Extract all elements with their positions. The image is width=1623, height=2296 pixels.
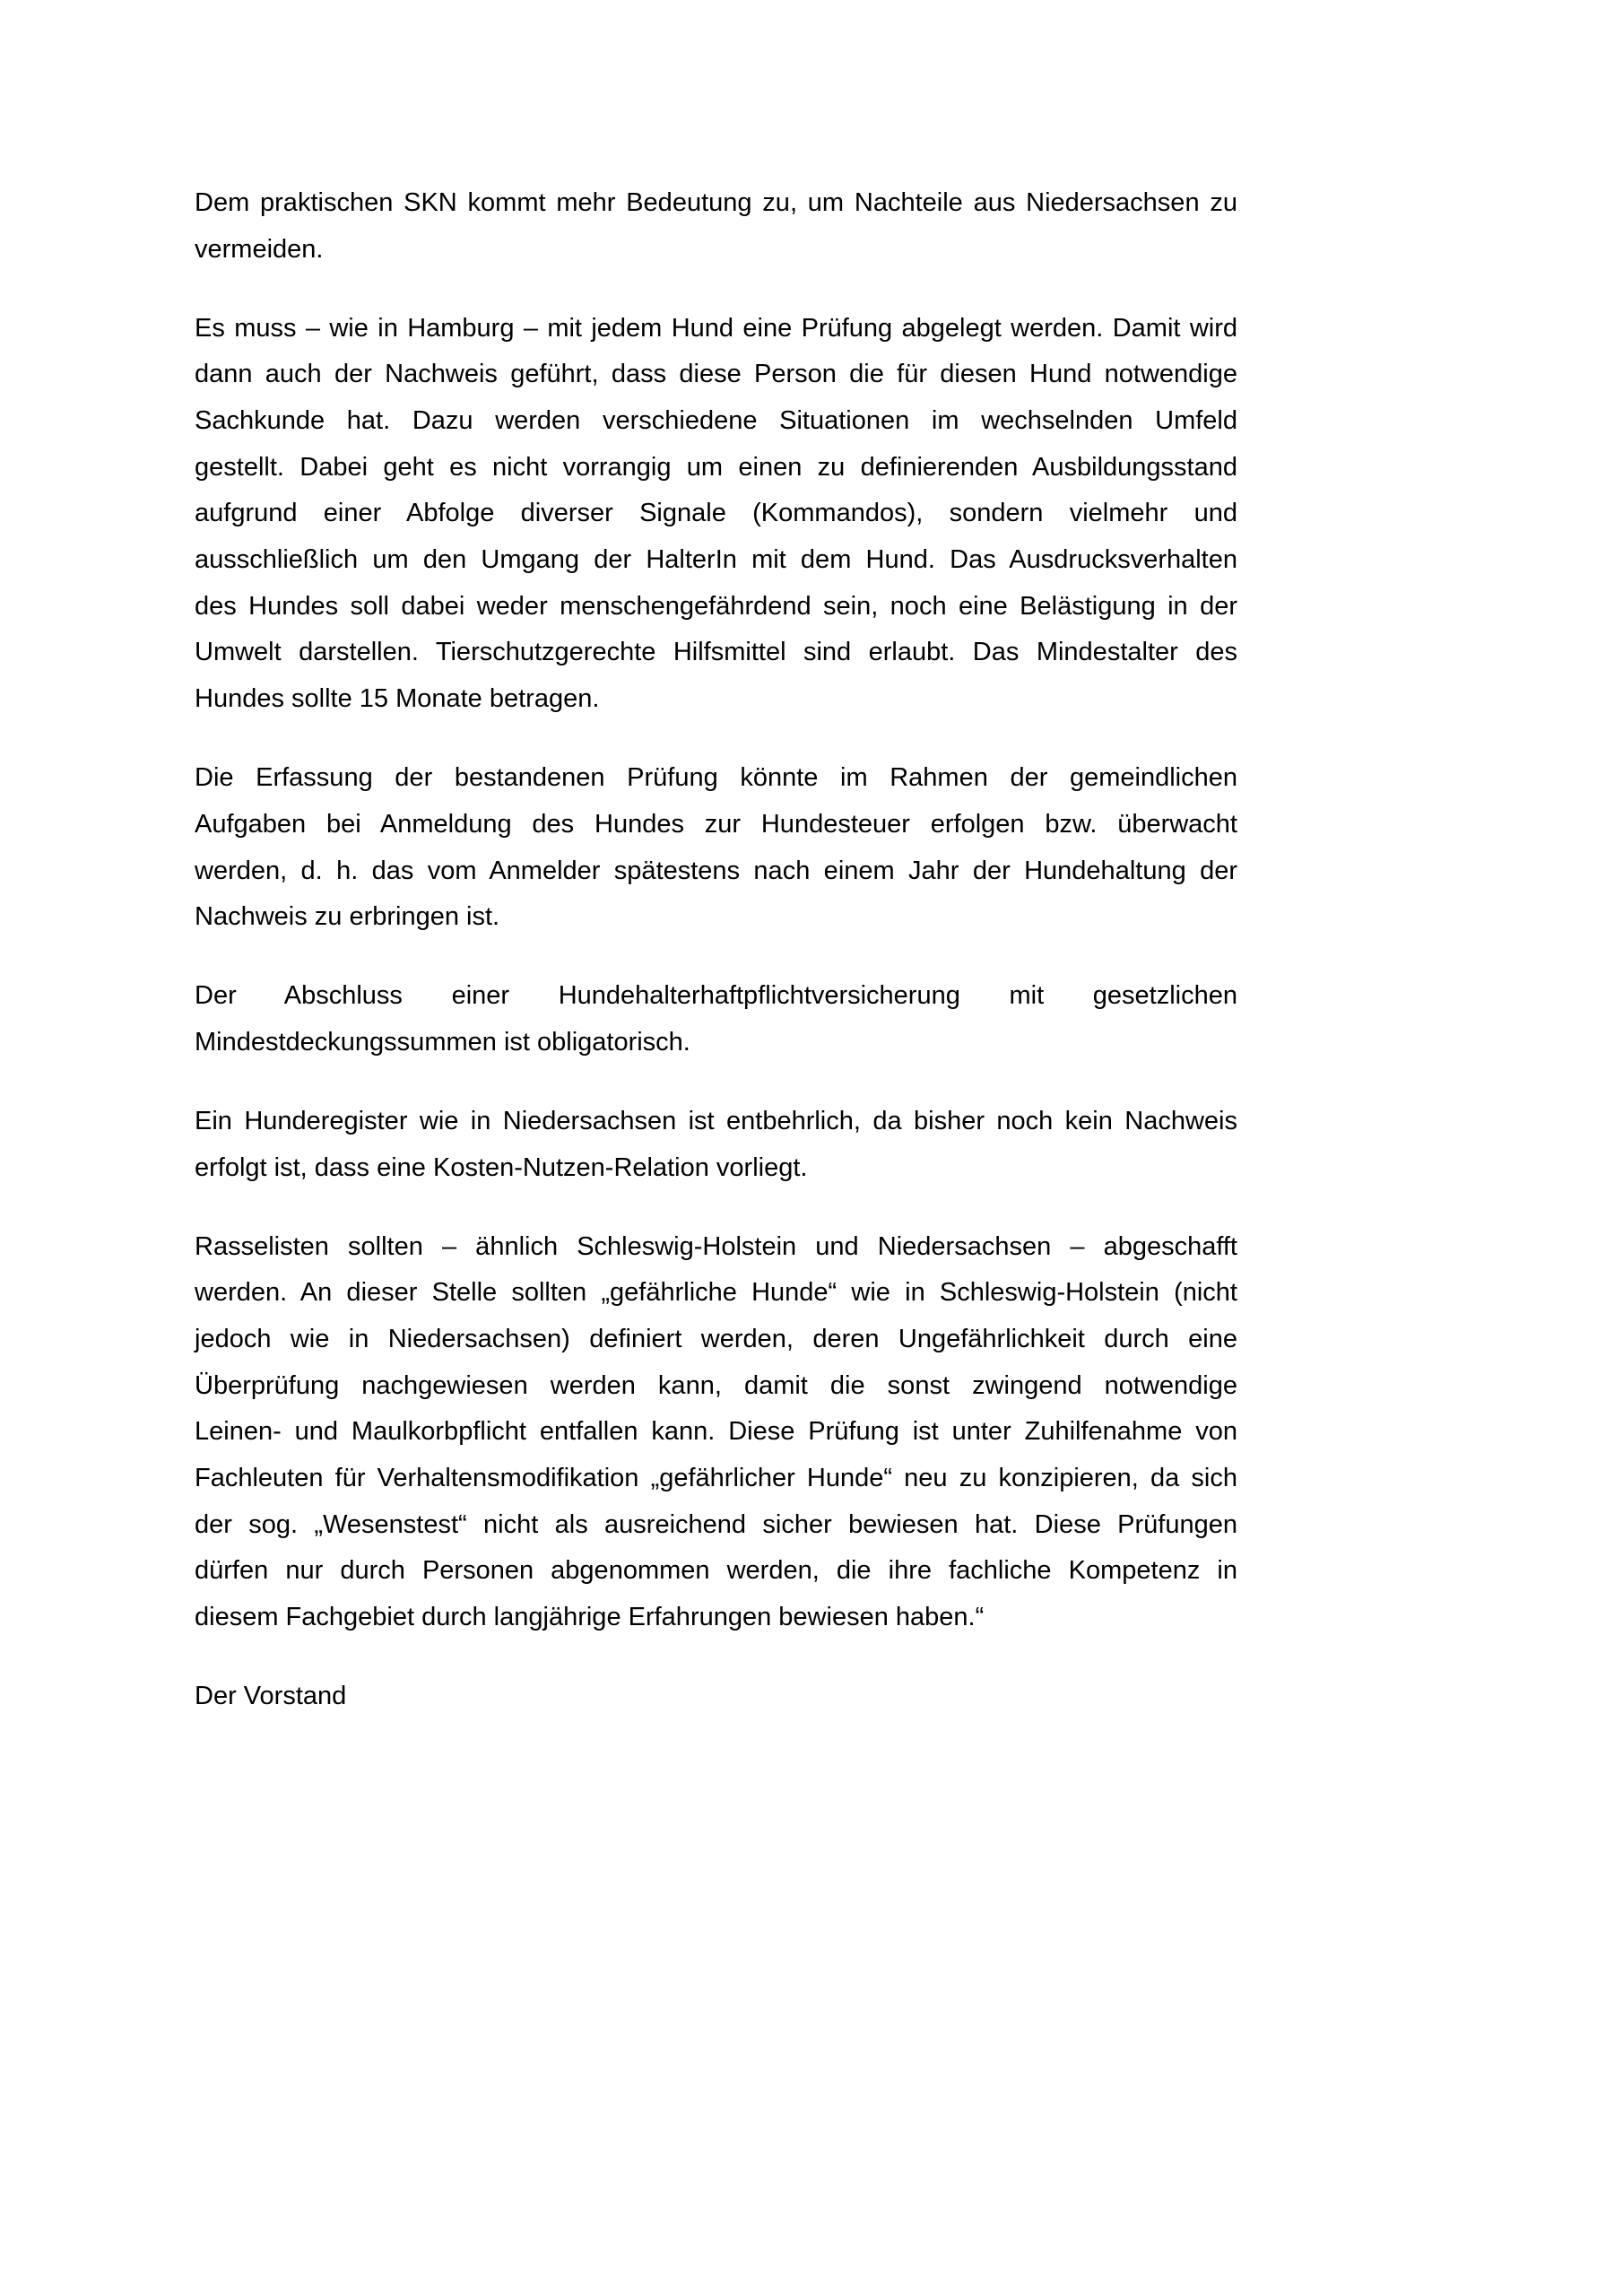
text-line: jedoch wie in Niedersachsen) definiert werden, deren Ungefährlichkeit durch eine — [195, 1324, 1237, 1353]
paragraph-exam-registration — [195, 755, 1237, 941]
text-line: aufgrund einer Abfolge diverser Signale (Kommandos), sondern vielmehr und — [195, 499, 1237, 528]
text-line: Fachleuten für Verhaltensmodifikation „gefährlicher Hunde“ neu zu konzipieren, da sich — [195, 1463, 1237, 1492]
signature-text: Der Vorstand — [195, 1682, 347, 1711]
text-line: Dem praktischen SKN kommt mehr Bedeutung zu, um Nachteile aus Niedersachsen zu — [195, 188, 1237, 217]
text-line: Rasselisten sollten – ähnlich Schleswig-Holstein und Niedersachsen – abgeschafft — [195, 1231, 1237, 1261]
text-line: Der Abschluss einer Hundehalterhaftpflichtversicherung mit gesetzlichen — [195, 981, 1237, 1011]
paragraph-skn-importance — [195, 180, 1237, 273]
text-line: Leinen- und Maulkorbpflicht entfallen kann. Diese Prüfung ist unter Zuhilfenahme von — [195, 1417, 1237, 1447]
text-line: werden, d. h. das vom Anmelder spätestens nach einem Jahr der Hundehaltung der — [195, 856, 1237, 885]
text-line: erfolgt ist, dass eine Kosten-Nutzen-Relation vorliegt. — [195, 1152, 808, 1182]
text-line: Aufgaben bei Anmeldung des Hundes zur Hundesteuer erfolgen bzw. überwacht — [195, 809, 1237, 839]
text-line: dann auch der Nachweis geführt, dass diese Person die für diesen Hund notwendige — [195, 360, 1237, 389]
text-line: Die Erfassung der bestandenen Prüfung könnte im Rahmen der gemeindlichen — [195, 763, 1237, 793]
text-line: Nachweis zu erbringen ist. — [195, 902, 500, 932]
text-line: Ein Hunderegister wie in Niedersachsen ist entbehrlich, da bisher noch kein Nachweis — [195, 1106, 1237, 1135]
text-line: werden. An dieser Stelle sollten „gefährliche Hunde“ wie in Schleswig-Holstein (nicht — [195, 1278, 1237, 1308]
text-line: vermeiden. — [195, 234, 324, 264]
paragraph-breed-lists — [195, 1224, 1237, 1641]
document-page — [195, 180, 1237, 1752]
text-line: diesem Fachgebiet durch langjährige Erfahrungen bewiesen haben.“ — [195, 1603, 985, 1632]
text-line: Es muss – wie in Hamburg – mit jedem Hund eine Prüfung abgelegt werden. Damit wird — [195, 313, 1237, 343]
text-line: dürfen nur durch Personen abgenommen werden, die ihre fachliche Kompetenz in — [195, 1556, 1237, 1586]
text-line: des Hundes soll dabei weder menschengefährdend sein, noch eine Belästigung in der — [195, 591, 1237, 621]
text-line: Umwelt darstellen. Tierschutzgerechte Hilfsmittel sind erlaubt. Das Mindestalter des — [195, 638, 1237, 667]
text-line: Hundes sollte 15 Monate betragen. — [195, 684, 600, 714]
paragraph-liability-insurance — [195, 973, 1237, 1065]
paragraph-dog-register — [195, 1099, 1237, 1191]
text-line: Überprüfung nachgewiesen werden kann, damit die sonst zwingend notwendige — [195, 1370, 1237, 1400]
text-line: ausschließlich um den Umgang der HalterIn mit dem Hund. Das Ausdrucksverhalten — [195, 545, 1237, 575]
paragraph-exam-requirement — [195, 306, 1237, 723]
text-line: Mindestdeckungssummen ist obligatorisch. — [195, 1027, 690, 1057]
signature — [195, 1674, 1237, 1720]
text-line: der sog. „Wesenstest“ nicht als ausreichend sicher bewiesen hat. Diese Prüfungen — [195, 1509, 1237, 1539]
text-line: Sachkunde hat. Dazu werden verschiedene Situationen im wechselnden Umfeld — [195, 406, 1237, 436]
text-line: gestellt. Dabei geht es nicht vorrangig um einen zu definierenden Ausbildungsstand — [195, 452, 1237, 482]
